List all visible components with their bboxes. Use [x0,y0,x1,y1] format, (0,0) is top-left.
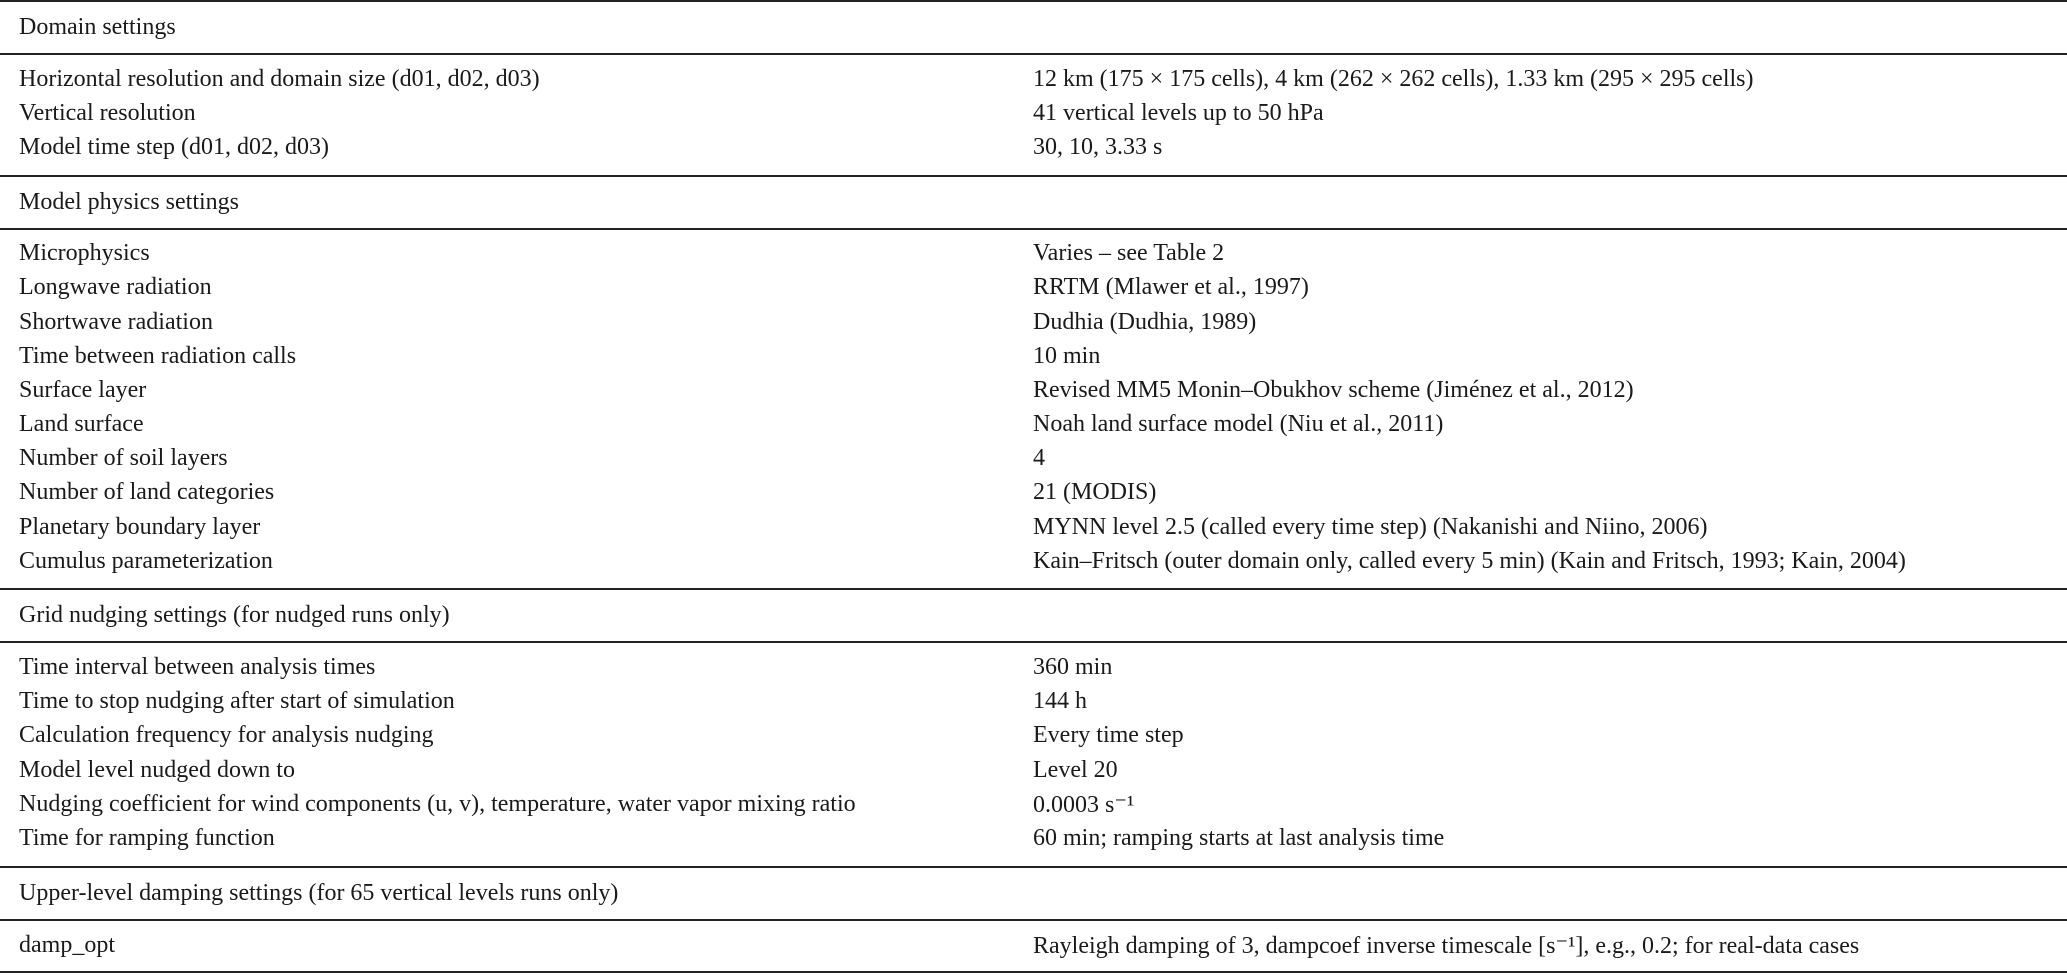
table-row [0,476,2067,510]
section-body-nudging [0,643,2067,865]
row-value: 0.0003 s⁻¹ [1033,791,1135,818]
section-body-physics [0,230,2067,589]
table-row [0,130,2067,164]
table-row [0,685,2067,719]
row-label: Time between radiation calls [19,342,297,369]
row-value: Revised MM5 Monin–Obukhov scheme (Jiménez et al., 2012) [1033,376,1634,403]
table-row [0,821,2067,855]
table-row [0,510,2067,544]
row-value: 12 km (175 × 175 cells), 4 km (262 × 262 cells), 1.33 km (295 × 295 cells) [1033,65,1754,92]
row-value: MYNN level 2.5 (called every time step) (Nakanishi and Niino, 2006) [1033,513,1708,540]
row-label: Land surface [19,411,144,438]
row-label: Model time step (d01, d02, d03) [19,133,329,160]
section-body-damping [0,921,2067,971]
table-bottom-rule [0,971,2067,973]
table-row [0,719,2067,753]
row-value: 10 min [1033,342,1101,369]
row-label: Cumulus parameterization [19,547,273,574]
row-value: 21 (MODIS) [1033,479,1157,506]
row-value: 144 h [1033,688,1087,715]
section-title-physics: Model physics settings [19,188,239,215]
section-title-damping: Upper-level damping settings (for 65 vertical levels runs only) [19,879,619,906]
table-row [0,650,2067,684]
row-value: RRTM (Mlawer et al., 1997) [1033,274,1309,301]
row-value: Every time step [1033,722,1184,749]
row-label: damp_opt [19,932,115,959]
row-value: 360 min [1033,654,1113,681]
table-row [0,442,2067,476]
table-row [0,544,2067,578]
row-label: Time for ramping function [19,824,275,851]
row-value: Level 20 [1033,756,1118,783]
table-row [0,305,2067,339]
row-label: Time to stop nudging after start of simulation [19,688,455,715]
row-label: Microphysics [19,240,150,267]
table-row [0,62,2067,96]
row-label: Longwave radiation [19,274,212,301]
row-value: 30, 10, 3.33 s [1033,133,1163,160]
section-title-nudging: Grid nudging settings (for nudged runs only) [19,602,450,629]
row-label: Number of land categories [19,479,275,506]
table-row [0,339,2067,373]
table-row [0,271,2067,305]
row-value: Noah land surface model (Niu et al., 2011) [1033,411,1444,438]
row-label: Shortwave radiation [19,308,213,335]
row-value: 41 vertical levels up to 50 hPa [1033,99,1324,126]
table-row [0,753,2067,787]
row-label: Time interval between analysis times [19,654,376,681]
section-title-domain: Domain settings [19,14,176,40]
section-body-domain [0,55,2067,175]
row-value: Kain–Fritsch (outer domain only, called every 5 min) (Kain and Fritsch, 1993; Kain, 2004) [1033,547,1906,574]
table-row [0,237,2067,271]
table-row [0,408,2067,442]
row-value: 4 [1033,445,1045,472]
row-label: Vertical resolution [19,99,196,126]
row-label: Planetary boundary layer [19,513,261,540]
table-row [0,787,2067,821]
row-value: Varies – see Table 2 [1033,240,1225,267]
table-row [0,921,2067,971]
row-label: Horizontal resolution and domain size (d01, d02, d03) [19,65,540,92]
row-label: Model level nudged down to [19,756,295,783]
row-value: Rayleigh damping of 3, dampcoef inverse timescale [s⁻¹], e.g., 0.2; for real-data cases [1033,933,1860,960]
row-label: Nudging coefficient for wind components (u, v), temperature, water vapor mixing ratio [19,790,856,817]
table-row [0,96,2067,130]
table-row [0,373,2067,407]
row-value: Dudhia (Dudhia, 1989) [1033,308,1257,335]
row-value: 60 min; ramping starts at last analysis time [1033,824,1445,851]
row-label: Number of soil layers [19,445,228,472]
row-label: Calculation frequency for analysis nudging [19,722,434,749]
row-label: Surface layer [19,376,147,403]
